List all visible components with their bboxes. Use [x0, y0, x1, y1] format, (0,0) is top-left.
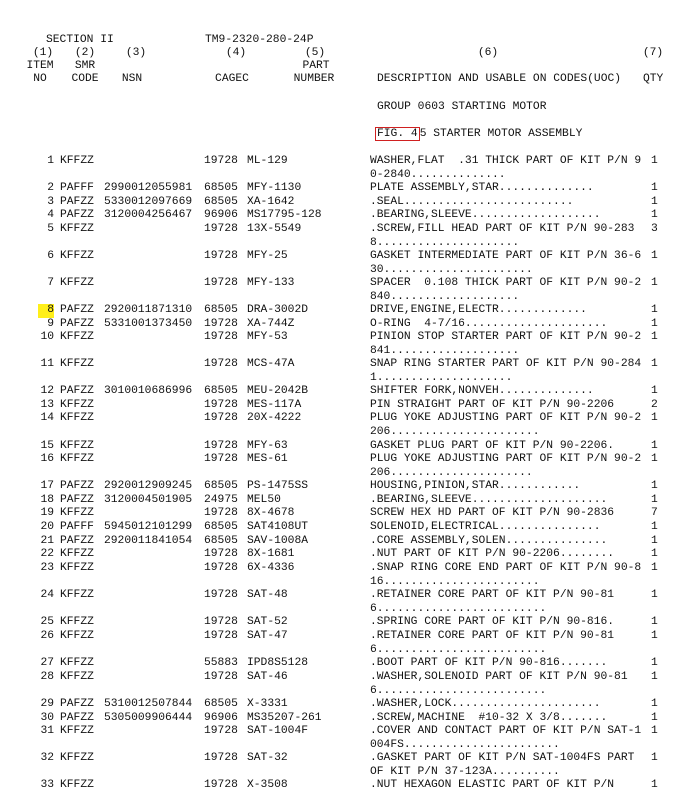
description: .RETAINER CORE PART OF KIT P/N 90-816......................... [370, 589, 615, 615]
part-label-bottom: NUMBER [293, 73, 335, 85]
nsn: 2990012055981 [104, 182, 193, 194]
cagec: 19728 [204, 589, 238, 601]
description: SCREW HEX HD PART OF KIT P/N 90-2836 [370, 507, 615, 519]
cagec: 19728 [204, 616, 238, 628]
item-number: 17 [40, 480, 54, 492]
smr-code: KFFZZ [60, 779, 94, 791]
item-number: 13 [40, 399, 54, 411]
part-number: X-3331 [247, 698, 288, 710]
cagec: 68505 [204, 480, 238, 492]
cagec: 19728 [204, 630, 238, 642]
nsn: 5310012507844 [104, 698, 193, 710]
part-number: XA-744Z [247, 318, 295, 330]
item-label-bottom: NO [33, 73, 47, 85]
cagec: 19728 [204, 155, 238, 167]
description: HOUSING,PINION,STAR............ [370, 480, 581, 492]
item-number: 3 [47, 196, 54, 208]
description: .SCREW,MACHINE #10-32 X 3/8....... [370, 712, 608, 724]
smr-code: PAFZZ [60, 196, 94, 208]
quantity: 1 [651, 440, 658, 452]
quantity: 1 [651, 385, 658, 397]
cagec: 19728 [204, 440, 238, 452]
part-number: 13X-5549 [247, 223, 302, 235]
col-num-qty: (7) [642, 47, 664, 59]
cagec: 19728 [204, 399, 238, 411]
item-number: 11 [40, 358, 54, 370]
cagec: 19728 [204, 250, 238, 262]
part-number: SAT-48 [247, 589, 288, 601]
smr-code: KFFZZ [60, 630, 94, 642]
quantity: 1 [651, 712, 658, 724]
quantity: 1 [651, 358, 658, 370]
nsn: 2920011871310 [104, 304, 193, 316]
part-number: MEL50 [247, 494, 281, 506]
cagec: 96906 [204, 209, 238, 221]
part-number: DRA-3002D [247, 304, 309, 316]
cagec: 19728 [204, 318, 238, 330]
description: GASKET INTERMEDIATE PART OF KIT P/N 36-630...................... [370, 250, 642, 276]
smr-code: KFFZZ [60, 412, 94, 424]
cagec: 68505 [204, 196, 238, 208]
description: SPACER 0.108 THICK PART OF KIT P/N 90-2840................... [370, 277, 642, 303]
description: .SNAP RING CORE END PART OF KIT P/N 90-816....................... [370, 562, 642, 588]
col-num-nsn: (3) [125, 47, 147, 59]
item-number: 31 [40, 725, 54, 737]
smr-code: KFFZZ [60, 616, 94, 628]
col-num-desc: (6) [477, 47, 499, 59]
item-number-highlighted: 8 [38, 304, 54, 318]
cagec: 19728 [204, 358, 238, 370]
quantity: 1 [651, 412, 658, 424]
part-number: ML-129 [247, 155, 288, 167]
quantity: 1 [651, 494, 658, 506]
smr-code: KFFZZ [60, 562, 94, 574]
description: .RETAINER CORE PART OF KIT P/N 90-816......................... [370, 630, 615, 656]
cagec: 19728 [204, 725, 238, 737]
smr-code: PAFZZ [60, 494, 94, 506]
part-number: MFY-1130 [247, 182, 302, 194]
item-number: 33 [40, 779, 54, 791]
smr-code: KFFZZ [60, 507, 94, 519]
cagec: 19728 [204, 752, 238, 764]
smr-code: KFFZZ [60, 399, 94, 411]
smr-code: KFFZZ [60, 589, 94, 601]
quantity: 1 [651, 548, 658, 560]
smr-label-top: SMR [74, 60, 96, 72]
description: WASHER,FLAT .31 THICK PART OF KIT P/N 90-2840.............. [370, 155, 642, 181]
quantity: 1 [651, 698, 658, 710]
item-number: 23 [40, 562, 54, 574]
smr-code: PAFZZ [60, 535, 94, 547]
description: .SCREW,FILL HEAD PART OF KIT P/N 90-2838..................... [370, 223, 635, 249]
description: .CORE ASSEMBLY,SOLEN............... [370, 535, 608, 547]
description: SHIFTER FORK,NONVEH.............. [370, 385, 594, 397]
quantity: 1 [651, 657, 658, 669]
smr-code: KFFZZ [60, 250, 94, 262]
figure-title-text: 5 STARTER MOTOR ASSEMBLY [419, 128, 583, 140]
cagec: 68505 [204, 182, 238, 194]
nsn: 3120004501905 [104, 494, 193, 506]
quantity: 1 [651, 318, 658, 330]
part-number: SAV-1008A [247, 535, 309, 547]
nsn: 5331001373450 [104, 318, 193, 330]
part-number: SAT-46 [247, 671, 288, 683]
item-label-top: ITEM [26, 60, 54, 72]
nsn: 5330012097669 [104, 196, 193, 208]
item-number: 10 [40, 331, 54, 343]
item-number: 12 [40, 385, 54, 397]
figure-number-box[interactable]: FIG. 4 [377, 128, 418, 140]
quantity: 1 [651, 616, 658, 628]
item-number: 14 [40, 412, 54, 424]
smr-code: PAFZZ [60, 712, 94, 724]
cagec: 19728 [204, 507, 238, 519]
col-num-cagec: (4) [225, 47, 247, 59]
part-number: SAT-47 [247, 630, 288, 642]
item-number: 27 [40, 657, 54, 669]
cagec: 19728 [204, 412, 238, 424]
col-num-smr: (2) [74, 47, 96, 59]
nsn: 5945012101299 [104, 521, 193, 533]
smr-code: KFFZZ [60, 440, 94, 452]
manual-number: TM9-2320-280-24P [205, 34, 314, 46]
item-number: 4 [47, 209, 54, 221]
quantity: 1 [651, 453, 658, 465]
item-number: 28 [40, 671, 54, 683]
item-number: 15 [40, 440, 54, 452]
smr-code: PAFFF [60, 182, 94, 194]
cagec: 55883 [204, 657, 238, 669]
part-number: X-3508 [247, 779, 288, 791]
description: PIN STRAIGHT PART OF KIT P/N 90-2206 [370, 399, 615, 411]
quantity: 1 [651, 521, 658, 533]
item-number: 32 [40, 752, 54, 764]
part-number: 6X-4336 [247, 562, 295, 574]
cagec: 68505 [204, 535, 238, 547]
item-number: 30 [40, 712, 54, 724]
item-number: 20 [40, 521, 54, 533]
quantity: 1 [651, 196, 658, 208]
description: .BOOT PART OF KIT P/N 90-816....... [370, 657, 608, 669]
smr-code: KFFZZ [60, 752, 94, 764]
part-number: SAT-52 [247, 616, 288, 628]
quantity: 1 [651, 562, 658, 574]
part-number: MFY-53 [247, 331, 288, 343]
quantity: 1 [651, 671, 658, 683]
item-number: 29 [40, 698, 54, 710]
part-number: MS17795-128 [247, 209, 322, 221]
part-number: 20X-4222 [247, 412, 302, 424]
quantity: 1 [651, 331, 658, 343]
group-title: GROUP 0603 STARTING MOTOR [377, 101, 547, 113]
cagec: 19728 [204, 453, 238, 465]
part-number: PS-1475SS [247, 480, 309, 492]
item-number: 25 [40, 616, 54, 628]
description: .NUT HEXAGON ELASTIC PART OF KIT P/N [370, 779, 615, 791]
cagec: 19728 [204, 331, 238, 343]
qty-label: QTY [643, 73, 664, 85]
item-number: 18 [40, 494, 54, 506]
description: SNAP RING STARTER PART OF KIT P/N 90-2841.................... [370, 358, 642, 384]
description: .WASHER,LOCK...................... [370, 698, 601, 710]
description: SOLENOID,ELECTRICAL............... [370, 521, 601, 533]
item-number: 7 [47, 277, 54, 289]
section-title: SECTION II [46, 34, 114, 46]
smr-code: KFFZZ [60, 155, 94, 167]
description: .NUT PART OF KIT P/N 90-2206........ [370, 548, 615, 560]
quantity: 1 [651, 182, 658, 194]
description: .GASKET PART OF KIT P/N SAT-1004FS PART OF KIT P/N 37-123A.......... [370, 752, 642, 778]
cagec: 19728 [204, 223, 238, 235]
item-number: 22 [40, 548, 54, 560]
description: .BEARING,SLEEVE................... [370, 209, 601, 221]
quantity: 1 [651, 250, 658, 262]
part-number: MCS-47A [247, 358, 295, 370]
description: O-RING 4-7/16..................... [370, 318, 608, 330]
description: .COVER AND CONTACT PART OF KIT P/N SAT-1004FS....................... [370, 725, 642, 751]
col-num-item: (1) [32, 47, 54, 59]
smr-code: KFFZZ [60, 671, 94, 683]
col-num-part: (5) [304, 47, 326, 59]
item-number: 2 [47, 182, 54, 194]
quantity: 1 [651, 535, 658, 547]
part-number: SAT-1004F [247, 725, 309, 737]
quantity: 1 [651, 277, 658, 289]
item-number: 5 [47, 223, 54, 235]
figure-title [377, 128, 582, 142]
item-number: 6 [47, 250, 54, 262]
nsn: 3120004256467 [104, 209, 193, 221]
nsn: 2920011841054 [104, 535, 193, 547]
description: PLUG YOKE ADJUSTING PART OF KIT P/N 90-2206...................... [370, 412, 642, 438]
quantity: 2 [651, 399, 658, 411]
nsn-label: NSN [121, 73, 143, 85]
item-number: 26 [40, 630, 54, 642]
nsn: 2920012909245 [104, 480, 193, 492]
smr-code: KFFZZ [60, 453, 94, 465]
quantity: 1 [651, 589, 658, 601]
smr-code: KFFZZ [60, 331, 94, 343]
cagec: 19728 [204, 779, 238, 791]
quantity: 1 [651, 155, 658, 167]
quantity: 1 [651, 630, 658, 642]
description: .SPRING CORE PART OF KIT P/N 90-816. [370, 616, 615, 628]
cagec-label: CAGEC [215, 73, 249, 85]
smr-code: PAFZZ [60, 385, 94, 397]
item-number: 21 [40, 535, 54, 547]
nsn: 3010010686996 [104, 385, 193, 397]
quantity: 7 [651, 507, 658, 519]
description: .SEAL......................... [370, 196, 574, 208]
part-number: SAT4108UT [247, 521, 309, 533]
part-number: IPD8S5128 [247, 657, 309, 669]
part-number: MFY-133 [247, 277, 295, 289]
smr-code: KFFZZ [60, 223, 94, 235]
smr-code: KFFZZ [60, 657, 94, 669]
part-label-top: PART [302, 60, 330, 72]
part-number: 8X-4678 [247, 507, 295, 519]
quantity: 1 [651, 209, 658, 221]
part-number: SAT-32 [247, 752, 288, 764]
part-number: MFY-25 [247, 250, 288, 262]
quantity: 1 [651, 725, 658, 737]
item-number: 16 [40, 453, 54, 465]
quantity: 1 [651, 304, 658, 316]
quantity: 1 [651, 752, 658, 764]
smr-code: PAFZZ [60, 698, 94, 710]
quantity: 3 [651, 223, 658, 235]
description: PLATE ASSEMBLY,STAR.............. [370, 182, 594, 194]
cagec: 19728 [204, 277, 238, 289]
smr-code: PAFZZ [60, 480, 94, 492]
description: PLUG YOKE ADJUSTING PART OF KIT P/N 90-2206..................... [370, 453, 642, 479]
item-number: 1 [47, 155, 54, 167]
smr-code: KFFZZ [60, 725, 94, 737]
nsn: 5305009906444 [104, 712, 193, 724]
cagec: 96906 [204, 712, 238, 724]
smr-code: PAFZZ [60, 318, 94, 330]
part-number: 8X-1681 [247, 548, 295, 560]
smr-code: PAFZZ [60, 209, 94, 221]
part-number: MS35207-261 [247, 712, 322, 724]
cagec: 24975 [204, 494, 238, 506]
quantity: 1 [651, 779, 658, 791]
quantity: 1 [651, 480, 658, 492]
cagec: 68505 [204, 521, 238, 533]
cagec: 68505 [204, 698, 238, 710]
description: .BEARING,SLEEVE.................... [370, 494, 608, 506]
part-number: MES-117A [247, 399, 302, 411]
cagec: 19728 [204, 548, 238, 560]
part-number: MEU-2042B [247, 385, 309, 397]
item-number: 24 [40, 589, 54, 601]
smr-label-bottom: CODE [71, 73, 99, 85]
smr-code: PAFZZ [60, 304, 94, 316]
part-number: XA-1642 [247, 196, 295, 208]
part-number: MES-61 [247, 453, 288, 465]
description: PINION STOP STARTER PART OF KIT P/N 90-2841................... [370, 331, 642, 357]
smr-code: KFFZZ [60, 277, 94, 289]
description: GASKET PLUG PART OF KIT P/N 90-2206. [370, 440, 615, 452]
smr-code: KFFZZ [60, 548, 94, 560]
item-number: 19 [40, 507, 54, 519]
description: DRIVE,ENGINE,ELECTR............. [370, 304, 587, 316]
cagec: 68505 [204, 304, 238, 316]
item-number: 9 [47, 318, 54, 330]
cagec: 68505 [204, 385, 238, 397]
part-number: MFY-63 [247, 440, 288, 452]
smr-code: PAFFF [60, 521, 94, 533]
cagec: 19728 [204, 671, 238, 683]
description: .WASHER,SOLENOID PART OF KIT P/N 90-816......................... [370, 671, 628, 697]
smr-code: KFFZZ [60, 358, 94, 370]
cagec: 19728 [204, 562, 238, 574]
desc-label: DESCRIPTION AND USABLE ON CODES(UOC) [377, 73, 622, 85]
